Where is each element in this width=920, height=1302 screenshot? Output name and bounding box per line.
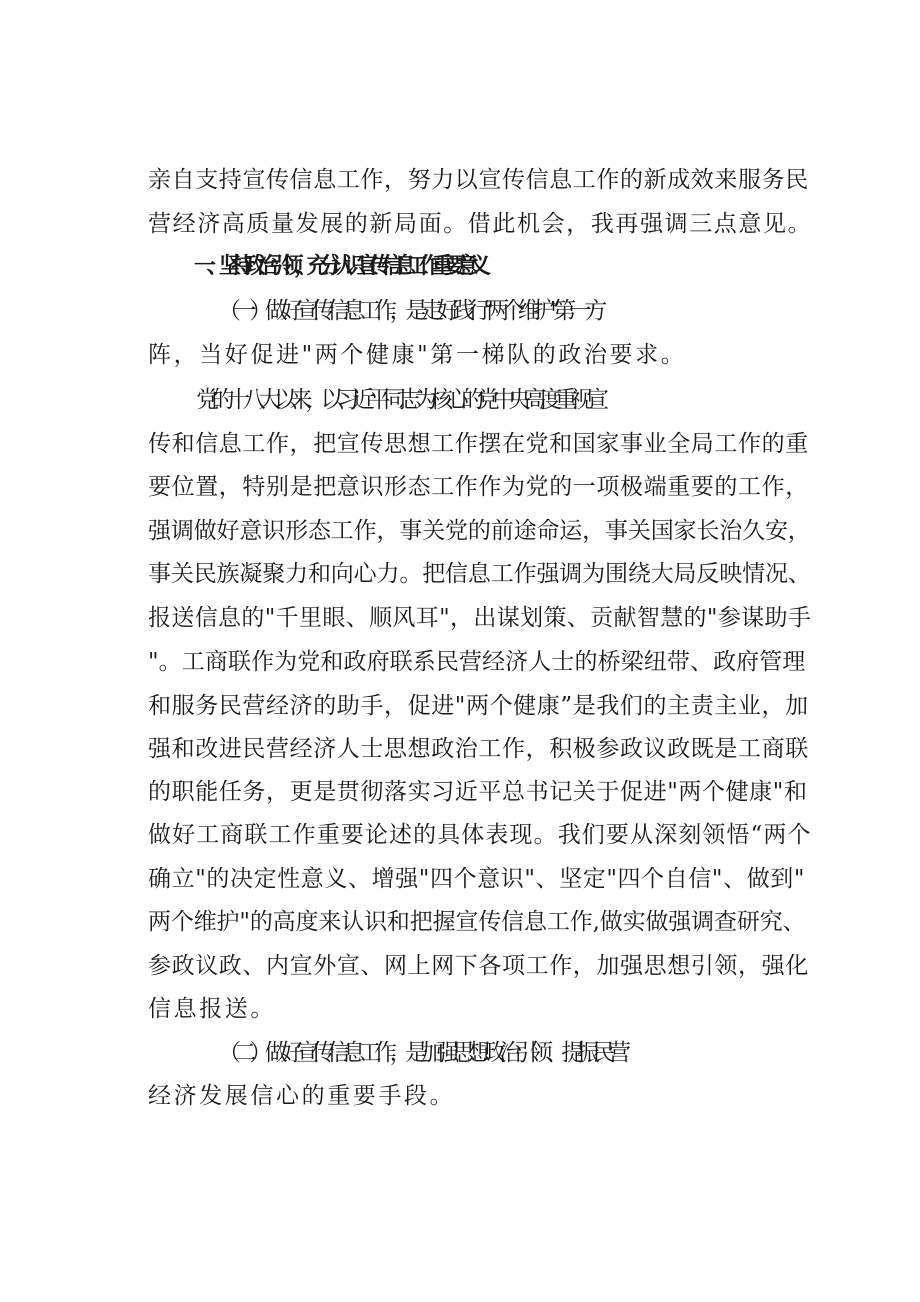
section-heading: 一、坚持政治引领，充分认识宣传信息工作重要意义 <box>194 254 482 279</box>
body-line: 做好工商联工作重要论述的具体表现。我们要从深刻领悟“两个 <box>148 822 812 848</box>
subsection-heading-line: 经济发展信心的重要手段。 <box>148 1083 456 1109</box>
body-line: 事关民族凝聚力和向心力。把信息工作强调为围绕大局反映情况、 <box>148 561 811 587</box>
body-line: 和服务民营经济的助手，促进"两个健康”是我们的主责主业，加 <box>148 693 809 719</box>
body-line: 信息报送。 <box>148 996 276 1022</box>
body-line: 报送信息的"千里眼、顺风耳"，出谋划策、贡献智慧的"参谋助手 <box>148 605 812 631</box>
subsection-heading-line: 阵，当好促进"两个健康"第一梯队的政治要求。 <box>148 342 687 368</box>
body-line: 强调做好意识形态工作，事关党的前途命运，事关国家长治久安， <box>148 518 811 544</box>
body-line: 营经济高质量发展的新局面。借此机会，我再强调三点意见。 <box>148 211 813 237</box>
body-line: 要位置，特别是把意识形态工作作为党的一项极端重要的工作， <box>148 474 809 500</box>
body-line: 参政议政、内宣外宣、网上网下各项工作，加强思想引领，强化 <box>148 953 809 979</box>
subsection-heading-line: （二）做好宣传信息工作，是加强思想政治引领、提振民营 <box>218 1040 624 1066</box>
body-line: 的职能任务，更是贯彻落实习近平总书记关于促进"两个健康"和 <box>148 779 808 805</box>
body-line: 强和改进民营经济人士思想政治工作，积极参政议政既是工商联 <box>148 736 809 762</box>
body-line: 确立"的决定性意义、增强"四个意识"、坚定"四个自信"、做到" <box>148 866 806 892</box>
body-line: 党的十八大以来，以习近平同志为核心的党中央高度重视宣 <box>196 387 602 413</box>
body-line: 传和信息工作，把宣传思想工作摆在党和国家事业全局工作的重 <box>148 431 809 457</box>
subsection-heading-line: （一）做好宣传信息工作，是走好践行"两个维护”第一方 <box>218 298 600 324</box>
body-line: 亲自支持宣传信息工作，努力以宣传信息工作的新成效来服务民 <box>148 167 809 193</box>
body-line: "。工商联作为党和政府联系民营经济人士的桥梁纽带、政府管理 <box>148 649 806 675</box>
body-line: 两个维护"的高度来认识和把握宣传信息工作,做实做强调查研究、 <box>148 909 806 935</box>
